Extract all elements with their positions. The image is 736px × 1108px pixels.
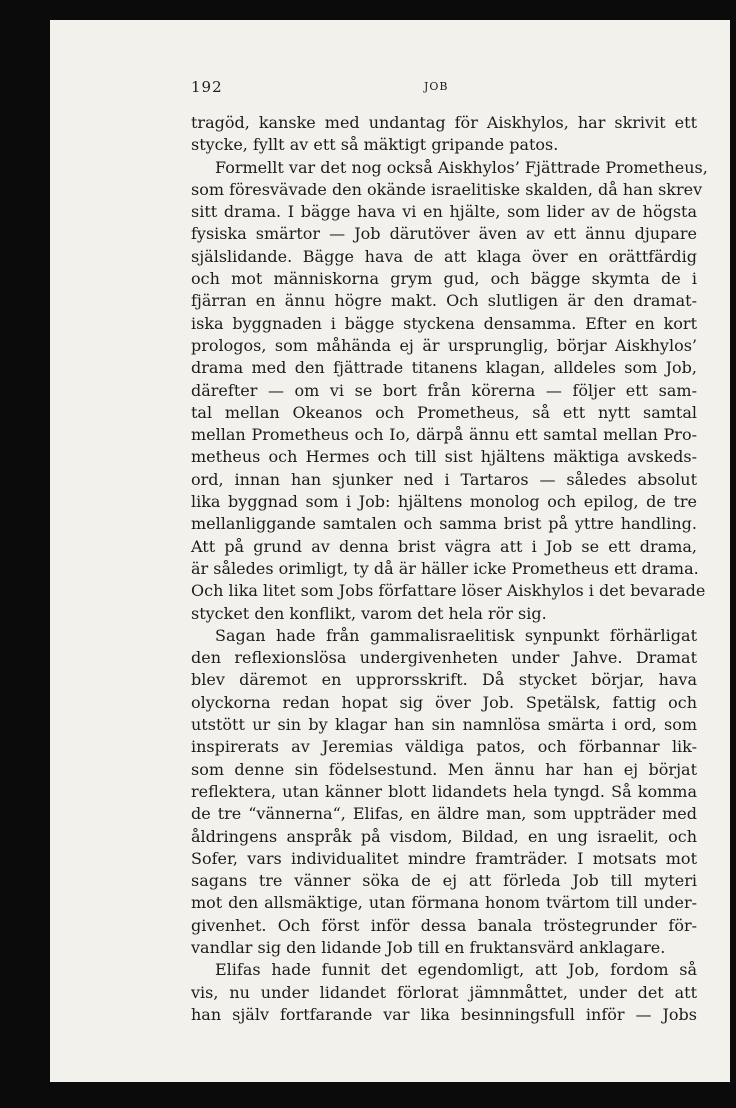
text-line: utstött ur sin by klagar han sin namnlösa smärta i ord, som [191,715,697,735]
text-line: och mot människorna grym gud, och bägge skymta de i [191,269,697,289]
text-line: som föresvävade den okände israelitiske skalden, då han skrev [191,179,703,199]
book-page [50,20,730,1082]
text-line: sagans tre vänner söka de ej att förleda Job till myteri [191,871,697,891]
text-line: stycke, fyllt av ett så mäktigt gripande patos. [191,135,559,155]
text-line: vis, nu under lidandet förlorat jämnmåttet, under det att [191,982,697,1002]
text-line: åldringens anspråk på visdom, Bildad, en ung israelit, och [191,826,697,846]
text-line: själslidande. Bägge hava de att klaga över en orättfärdig [191,246,697,266]
text-line: mellan Prometheus och Io, därpå ännu ett samtal mellan Pro- [191,425,697,445]
text-line: vandlar sig den lidande Job till en fruktansvärd anklagare. [191,937,666,957]
text-line: Och lika litet som Jobs författare löser Aiskhylos i det bevarade [191,581,706,601]
text-line: Sofer, vars individualitet mindre framträder. I motsats mot [191,848,697,868]
text-line: som denne sin födelsestund. Men ännu har han ej börjat [191,759,697,779]
text-line: reflektera, utan känner blott lidandets hela tyngd. Så komma [191,781,697,801]
text-line: tal mellan Okeanos och Prometheus, så ett nytt samtal [191,402,697,422]
text-line: inspirerats av Jeremias väldiga patos, och förbannar lik- [191,737,697,757]
text-line: blev däremot en upprorsskrift. Då stycket börjar, hava [191,670,697,690]
text-line: givenhet. Och först inför dessa banala tröstegrunder för- [191,915,697,935]
text-line: därefter — om vi se bort från körerna — följer ett sam- [191,380,697,400]
text-line: ord, innan han sjunker ned i Tartaros — således absolut [191,469,697,489]
running-head: JOB [424,80,449,93]
text-line: Formellt var det nog också Aiskhylos’ Fjättrade Prometheus, [215,157,708,177]
text-line: Elifas hade funnit det egendomligt, att Job, fordom så [215,960,697,980]
text-line: lika byggnad som i Job: hjältens monolog och epilog, de tre [191,492,697,512]
text-line: fysiska smärtor — Job därutöver även av ett ännu djupare [191,224,697,244]
text-line: drama med den fjättrade titanens klagan, alldeles som Job, [191,358,697,378]
page-number: 192 [191,78,223,96]
text-line: är således orimligt, ty då är häller icke Prometheus ett drama. [191,558,699,578]
text-line: de tre “vännerna“, Elifas, en äldre man, som uppträder med [191,804,697,824]
text-line: han själv fortfarande var lika besinningsfull inför — Jobs [191,1004,697,1024]
text-line: metheus och Hermes och till sist hjältens mäktiga avskeds- [191,447,697,467]
text-line: mot den allsmäktige, utan förmana honom tvärtom till under- [191,893,697,913]
text-line: sitt drama. I bägge hava vi en hjälte, som lider av de högsta [191,202,697,222]
text-line: Att på grund av denna brist vägra att i Job se ett drama, [191,536,697,556]
text-line: mellanliggande samtalen och samma brist på yttre handling. [191,514,697,534]
text-line: stycket den konflikt, varom det hela rör sig. [191,603,547,623]
text-line: fjärran en ännu högre makt. Och slutligen är den dramat- [191,291,697,311]
text-line: tragöd, kanske med undantag för Aiskhylos, har skrivit ett [191,113,697,132]
text-line: olyckorna redan hopat sig över Job. Spetälsk, fattig och [191,692,697,712]
text-line: den reflexionslösa undergivenheten under Jahve. Dramat [191,648,697,668]
text-line: Sagan hade från gammalisraelitisk synpunkt förhärligat [215,625,697,645]
page-header [191,78,691,100]
text-line: prologos, som måhända ej är ursprunglig, börjar Aiskhylos’ [191,335,697,355]
text-line: iska byggnaden i bägge styckena densamma. Efter en kort [191,313,697,333]
body-text [191,112,708,1026]
